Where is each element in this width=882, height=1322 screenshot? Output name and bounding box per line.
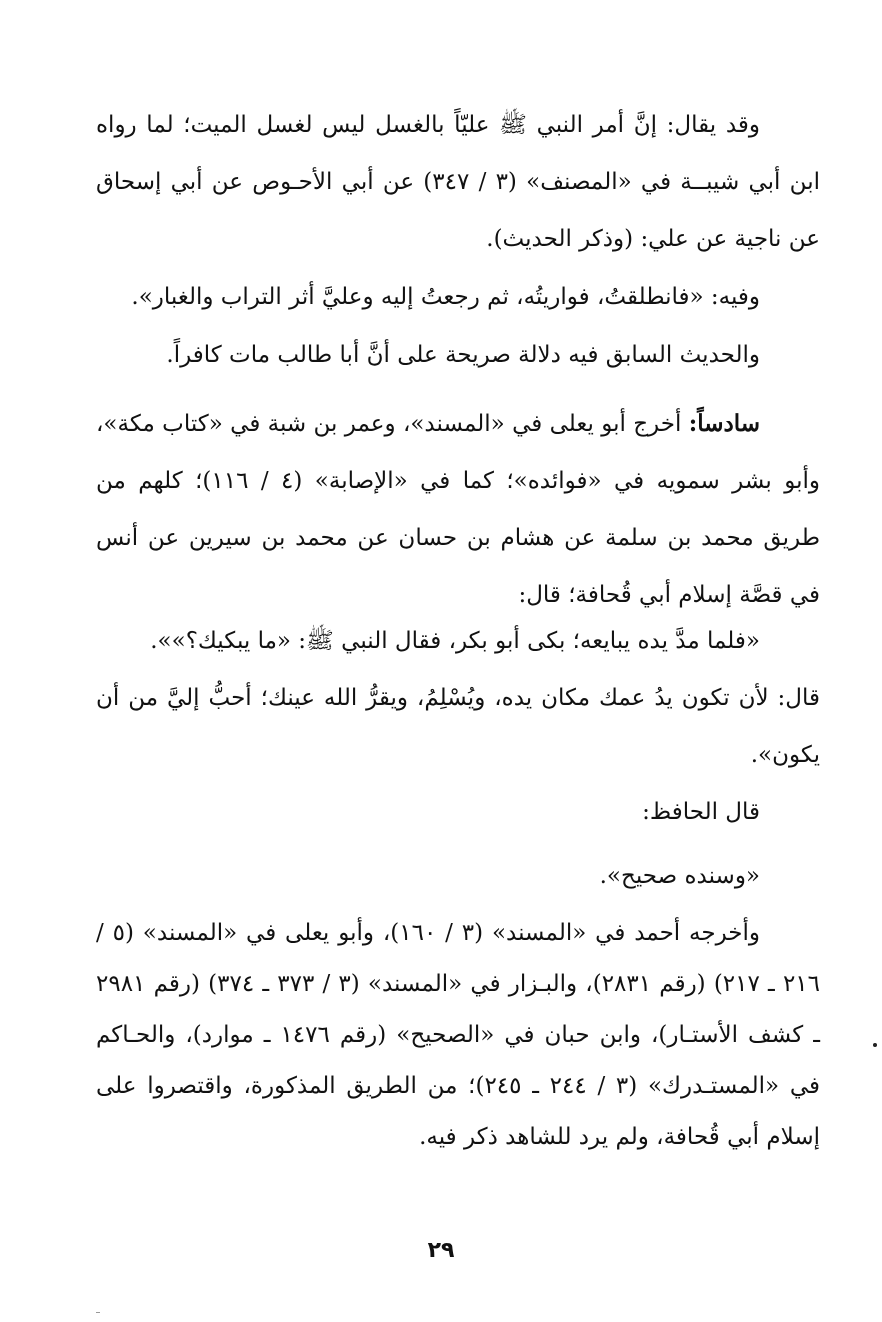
paragraph-text: أخرج أبو يعلى في «المسند»، وعمر بن شبة في «كتاب مكة»، وأبو بشر سمويه في «فوائده»؛ كما في «الإصابة» (٤ / ١١٦)؛ كلهم من طريق محمد بن سلمة عن هشام بن حسان عن محمد بن سيرين عن أنس في قصَّة إسلام أبي قُحافة؛ قال: [96, 411, 820, 608]
paragraph-text: وفيه: «فانطلقتُ، فواريتُه، ثم رجعتُ إليه وعليَّ أثر التراب والغبار». [131, 284, 760, 310]
paragraph-text: قال الحافظ: [642, 799, 760, 825]
page-number: ٢٩ [427, 1238, 455, 1263]
paragraph-conclusion-abu-talib [96, 327, 820, 384]
paragraph-hafiz-said [96, 784, 820, 841]
paragraph-ghusl-narration [96, 97, 820, 268]
paragraph-text: وقد يقال: إنَّ أمر النبي ﷺ عليّاً بالغسل ليس لغسل الميت؛ لما رواه ابن أبي شيبــة في «المصنف» (٣ / ٣٤٧) عن أبي الأحـوص عن أبي إسحاق عن ناجية عن علي: (وذكر الحديث). [96, 112, 820, 252]
paragraph-quote-return [96, 269, 820, 326]
margin-speck [873, 1043, 877, 1047]
paragraph-text: والحديث السابق فيه دلالة صريحة على أنَّ أبا طالب مات كافراً. [166, 342, 760, 368]
paragraph-text: «فلما مدَّ يده يبايعه؛ بكى أبو بكر، فقال النبي ﷺ: «ما يبكيك؟»». [150, 628, 760, 654]
paragraph-isnad-grading [96, 848, 820, 905]
paragraph-abu-bakr-reply [96, 670, 820, 784]
paragraph-sixth-point [96, 395, 820, 624]
paragraph-hadith-quote [96, 613, 820, 670]
paragraph-text: وأخرجه أحمد في «المسند» (٣ / ١٦٠)، وأبو يعلى في «المسند» (٥ / ٢١٦ ـ ٢١٧) (رقم ٢٨٣١)، والبـزار في «المسند» (٣ / ٣٧٣ ـ ٣٧٤) (رقم ٢٩٨١ ـ كشف الأستـار)، وابن حبان في «الصحيح» (رقم ١٤٧٦ ـ موارد)، والحـاكم في «المستـدرك» (٣ / ٢٤٤ ـ ٢٤٥)؛ من الطريق المذكورة، واقتصروا على إسلام أبي قُحافة، ولم يرد للشاهد ذكر فيه. [96, 920, 820, 1150]
paragraph-text: «وسنده صحيح». [599, 863, 760, 889]
paragraph-takhrij [96, 908, 820, 1163]
paragraph-text: قال: لأن تكون يدُ عمك مكان يده، ويُسْلِمُ، ويقرُّ الله عينك؛ أحبُّ إليَّ من أن يكون». [96, 685, 820, 768]
section-lead-sixth: سادساً: [688, 410, 760, 437]
corner-speck [96, 1312, 100, 1313]
